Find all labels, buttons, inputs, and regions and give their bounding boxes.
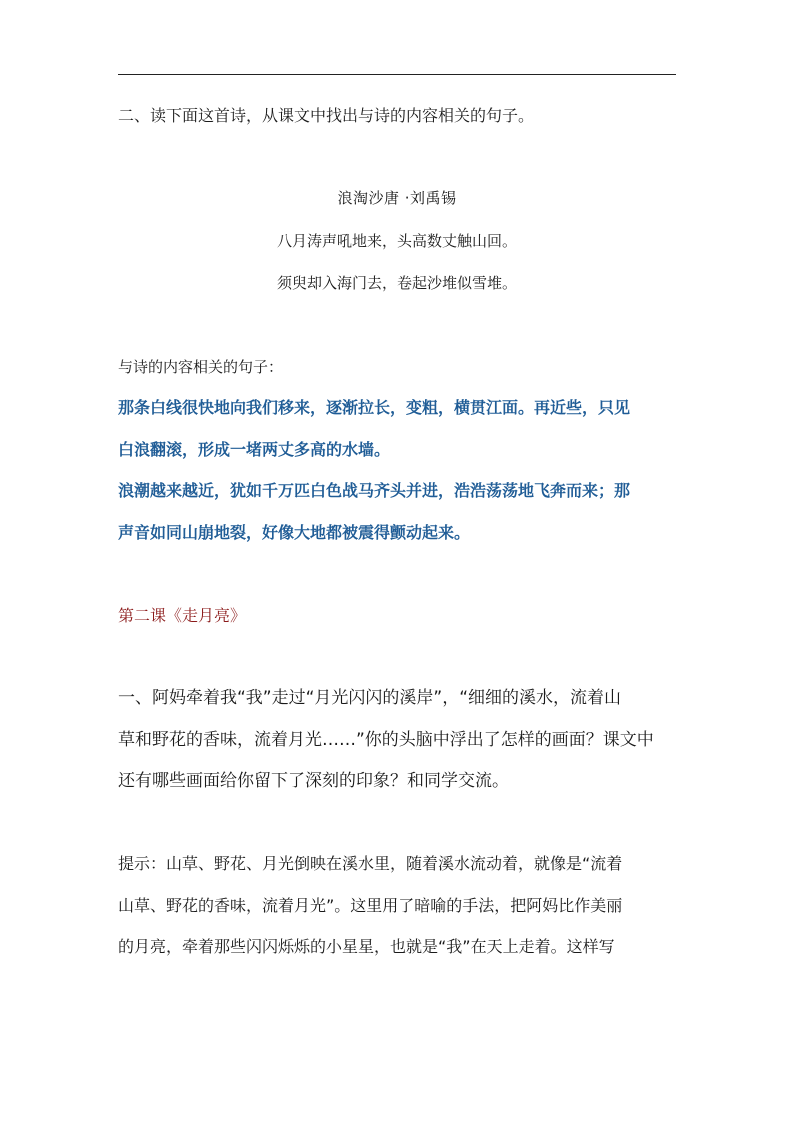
related-sentence-line: 浪潮越来越近，犹如千万匹白色战马齐头并进，浩浩荡荡地飞奔而来；那 <box>118 481 631 500</box>
question-line: 还有哪些画面给你留下了深刻的印象？和同学交流。 <box>118 771 509 791</box>
section-heading: 二、读下面这首诗，从课文中找出与诗的内容相关的句子。 <box>118 106 535 125</box>
question-line: 草和野花的香味，流着月光……”你的头脑中浮出了怎样的画面？课文中 <box>118 730 654 750</box>
poem-line: 八月涛声吼地来，头高数丈触山回。 <box>276 232 517 250</box>
header-rule <box>118 74 676 75</box>
related-sentences-label: 与诗的内容相关的句子： <box>118 358 284 376</box>
poem-title: 浪淘沙唐 ·刘禹锡 <box>337 189 457 207</box>
poem-line: 须臾却入海门去，卷起沙堆似雪堆。 <box>276 274 517 292</box>
question-line: 一、阿妈牵着我“我”走过“月光闪闪的溪岸”，“细细的溪水，流着山 <box>118 688 622 708</box>
hint-line: 山草、野花的香味，流着月光”。这里用了暗喻的手法，把阿妈比作美丽 <box>118 896 623 915</box>
hint-line: 提示：山草、野花、月光倒映在溪水里，随着溪水流动着，就像是“流着 <box>118 854 623 873</box>
related-sentence-line: 白浪翻滚，形成一堵两丈多高的水墙。 <box>118 440 391 459</box>
related-sentence-line: 声音如同山崩地裂，好像大地都被震得颤动起来。 <box>118 523 471 542</box>
hint-line: 的月亮，牵着那些闪闪烁烁的小星星，也就是“我”在天上走着。这样写 <box>118 937 615 956</box>
lesson-title: 第二课《走月亮》 <box>118 606 247 625</box>
related-sentence-line: 那条白线很快地向我们移来，逐渐拉长，变粗，横贯江面。再近些，只见 <box>118 398 631 417</box>
